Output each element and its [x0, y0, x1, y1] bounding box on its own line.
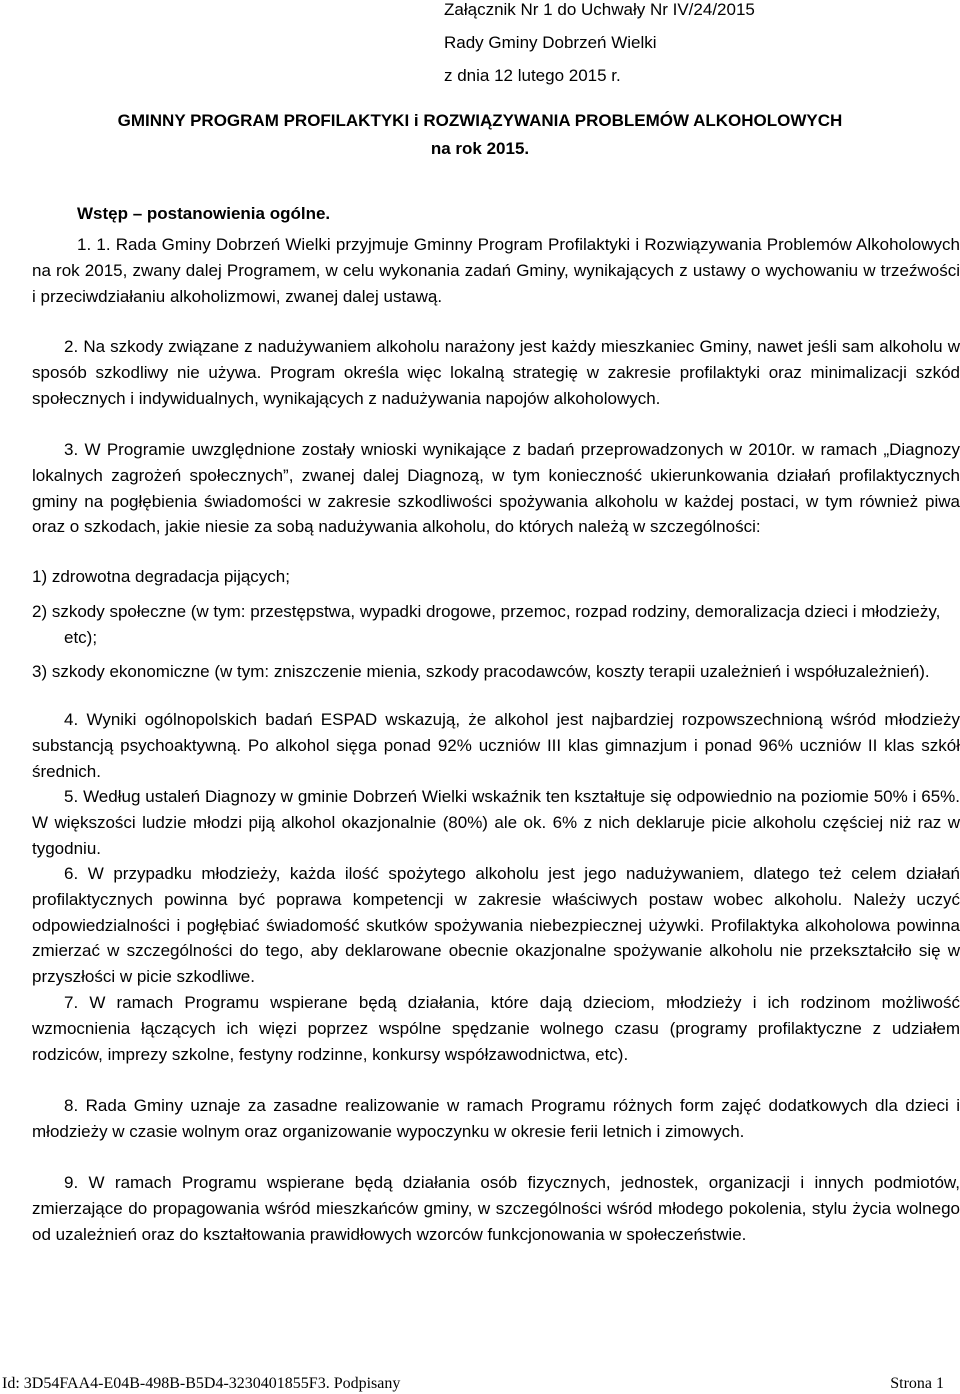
- paragraph-2: [32, 334, 960, 411]
- annex-line: Załącznik Nr 1 do Uchwały Nr IV/24/2015: [444, 0, 755, 19]
- paragraph-text: Wyniki ogólnopolskich badań ESPAD wskazują, że alkohol jest najbardziej rozpowszechnioną wśród młodzieży substancją psychoaktywną. Po alkohol sięga ponad 92% uczniów III klas gimnazjum i ponad 96% uczniów II klas szkół średnich.: [32, 710, 960, 781]
- paragraph-number: 4.: [64, 710, 79, 729]
- list-item: 2) szkody społeczne (w tym: przestępstwa, wypadki drogowe, przemoc, rozpad rodziny, demoralizacja dzieci i młodzieży, etc);: [32, 601, 941, 647]
- paragraph-text: W przypadku młodzieży, każda ilość spożytego alkoholu jest jego nadużywaniem, dlatego też celem działań profilaktycznych powinna być poprawa kompetencji w zakresie właściwych postaw wobec alkoholu. Należy uczyć odpowiedzialności i pogłębiać świadomość skutków spożywania niebezpiecznej używki. Profilaktyka alkoholowa powinna zmierzać w szczególności do tego, aby deklarowane obecnie okazjonalne spożywanie alkoholu nie przekształciło się w przyszłości w picie szkodliwe.: [32, 864, 960, 987]
- council-line: Rady Gminy Dobrzeń Wielki: [444, 33, 657, 52]
- paragraph-number: 7.: [64, 993, 79, 1012]
- paragraph-number: 8.: [64, 1096, 79, 1115]
- paragraph-text: Według ustaleń Diagnozy w gminie Dobrzeń Wielki wskaźnik ten kształtuje się odpowiednio na poziomie 50% i 65%. W większości ludzie młodzi piją alkohol okazjonalnie (80%) ale ok. 6% z nich deklaruje picie alkoholu częściej niż raz w tygodniu.: [32, 787, 960, 858]
- paragraph-number: 3.: [64, 440, 79, 459]
- list-item: 1) zdrowotna degradacja pijących;: [32, 567, 290, 586]
- paragraph-number: 1. 1.: [77, 235, 111, 254]
- paragraph-6: [32, 861, 960, 990]
- paragraph-text: Na szkody związane z nadużywaniem alkoholu narażony jest każdy mieszkaniec Gminy, nawet jeśli sam alkoholu w sposób szkodliwy nie używa. Program określa więc lokalną strategię w zakresie profilaktyki oraz minimalizacji szkód społecznych i indywidualnych, wynikających z nadużywania napojów alkoholowych.: [32, 337, 960, 408]
- paragraph-text: Rada Gminy uznaje za zasadne realizowanie w ramach Programu różnych form zajęć dodatkowych dla dzieci i młodzieży w czasie wolnym oraz organizowanie wypoczynku w okresie ferii letnich i zimowych.: [32, 1096, 960, 1141]
- harms-list: [32, 564, 960, 685]
- title-line-2: na rok 2015.: [430, 139, 530, 158]
- paragraph-8: [32, 1093, 960, 1145]
- paragraph-9: [32, 1170, 960, 1247]
- paragraph-text: W Programie uwzględnione zostały wnioski wynikające z badań przeprowadzonych w 2010r. w ramach „Diagnozy lokalnych zagrożeń społecznych”, zwanej dalej Diagnozą, w tym konieczność ukierunkowania działań profilaktycznych gminy na pogłębienia świadomości w zakresie szkodliwości spożywania alkoholu w każdej postaci, w tym również piwa oraz o szkodach, jakie niesie za sobą nadużywania alkoholu, do których należą w szczególności:: [32, 440, 960, 537]
- paragraph-number: 2.: [64, 337, 79, 356]
- paragraph-3: [32, 437, 960, 540]
- date-line: z dnia 12 lutego 2015 r.: [444, 66, 621, 85]
- title-line-1: GMINNY PROGRAM PROFILAKTYKI i ROZWIĄZYWANIA PROBLEMÓW ALKOHOLOWYCH: [117, 111, 843, 130]
- paragraph-1: [32, 232, 960, 309]
- paragraph-number: 9.: [64, 1173, 79, 1192]
- list-item: 3) szkody ekonomiczne (w tym: zniszczenie mienia, szkody pracodawców, koszty terapii uzależnień i współuzależnień).: [32, 662, 930, 682]
- footer-document-id: Id: 3D54FAA4-E04B-498B-B5D4-3230401855F3. Podpisany: [2, 1375, 401, 1392]
- paragraph-number: 6.: [64, 864, 79, 883]
- paragraph-text: Rada Gminy Dobrzeń Wielki przyjmuje Gminny Program Profilaktyki i Rozwiązywania Problemów Alkoholowych na rok 2015, zwany dalej Programem, w celu wykonania zadań Gminy, wynikających z ustawy o wychowaniu w trzeźwości i przeciwdziałaniu alkoholizmowi, zwanej dalej ustawą.: [32, 235, 960, 306]
- document-title: [0, 107, 960, 163]
- paragraph-5: [32, 784, 960, 861]
- paragraph-number: 5.: [64, 787, 79, 806]
- paragraph-4: [32, 707, 960, 784]
- paragraph-text: W ramach Programu wspierane będą działania osób fizycznych, jednostek, organizacji i innych podmiotów, zmierzające do propagowania wśród mieszkańców gminy, w szczególności wśród młodego pokolenia, stylu życia wolnego od uzależnień oraz do kształtowania prawidłowych wzorców funkcjonowania w społeczeństwie.: [32, 1173, 960, 1244]
- intro-heading: Wstęp – postanowienia ogólne.: [77, 204, 331, 223]
- footer-page-number: Strona 1: [890, 1375, 944, 1392]
- paragraph-7: [32, 990, 960, 1067]
- paragraph-text: W ramach Programu wspierane będą działania, które dają dzieciom, młodzieży i ich rodzinom możliwość wzmocnienia łączących ich więzi poprzez wspólne spędzanie wolnego czasu (programy profilaktyczne z udziałem rodziców, imprezy szkolne, festyny rodzinne, konkursy współzawodnictwa, etc).: [32, 993, 960, 1064]
